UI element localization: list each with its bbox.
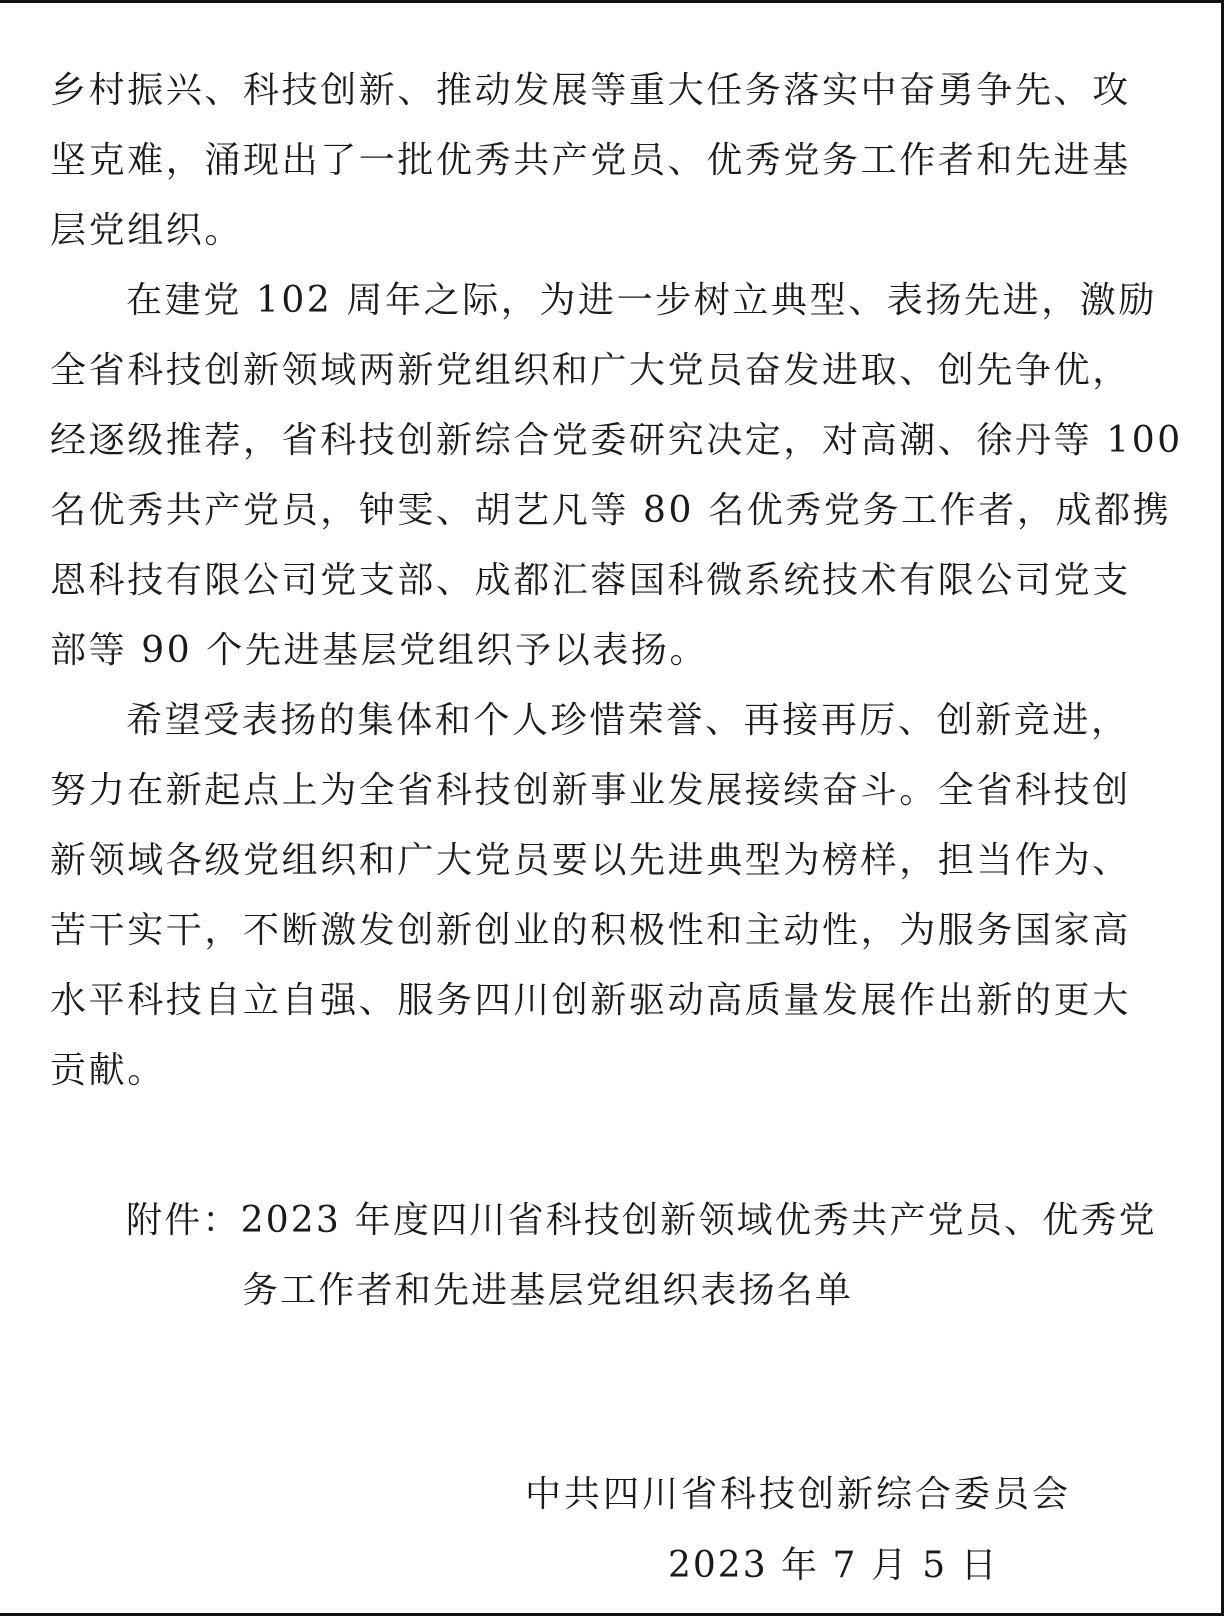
issuing-organization: 中共四川省科技创新综合委员会 [525, 1474, 1072, 1515]
text-line: 全省科技创新领域两新党组织和广大党员奋发进取、创先争优， [50, 350, 1131, 391]
attachment-note [126, 1186, 1166, 1326]
text-line: 新领域各级党组织和广大党员要以先进典型为榜样，担当作为、 [50, 840, 1131, 881]
text-line: 水平科技自立自强、服务四川创新驱动高质量发展作出新的更大 [50, 980, 1131, 1021]
text-line: 努力在新起点上为全省科技创新事业发展接续奋斗。全省科技创 [50, 770, 1131, 811]
paragraph-2 [50, 266, 1183, 686]
issue-date: 2023 年 7 月 5 日 [668, 1545, 999, 1586]
text-line: 层党组织。 [50, 210, 244, 251]
document-body [50, 56, 1183, 1106]
paragraph-3 [50, 686, 1170, 1106]
text-line: 名优秀共产党员，钟雯、胡艺凡等 80 名优秀党务工作者，成都携 [50, 490, 1172, 531]
text-line: 坚克难，涌现出了一批优秀共产党员、优秀党务工作者和先进基 [50, 140, 1131, 181]
text-line: 苦干实干，不断激发创新创业的积极性和主动性，为服务国家高 [50, 910, 1131, 951]
text-line: 贡献。 [50, 1050, 166, 1091]
attachment-line-2: 务工作者和先进基层党组织表扬名单 [242, 1270, 854, 1311]
attachment-line-1: 附件：2023 年度四川省科技创新领域优秀共产党员、优秀党 [126, 1200, 1157, 1241]
text-line: 经逐级推荐，省科技创新综合党委研究决定，对高潮、徐丹等 100 [50, 420, 1183, 461]
text-line: 乡村振兴、科技创新、推动发展等重大任务落实中奋勇争先、攻 [50, 70, 1131, 111]
text-line: 恩科技有限公司党支部、成都汇蓉国科微系统技术有限公司党支 [50, 560, 1131, 601]
text-line: 希望受表扬的集体和个人珍惜荣誉、再接再厉、创新竞进， [126, 700, 1130, 741]
text-line: 在建党 102 周年之际，为进一步树立典型、表扬先进，激励 [126, 280, 1157, 321]
text-line: 部等 90 个先进基层党组织予以表扬。 [50, 630, 709, 671]
paragraph-1 [50, 56, 1170, 266]
page-border-top [0, 0, 1224, 3]
